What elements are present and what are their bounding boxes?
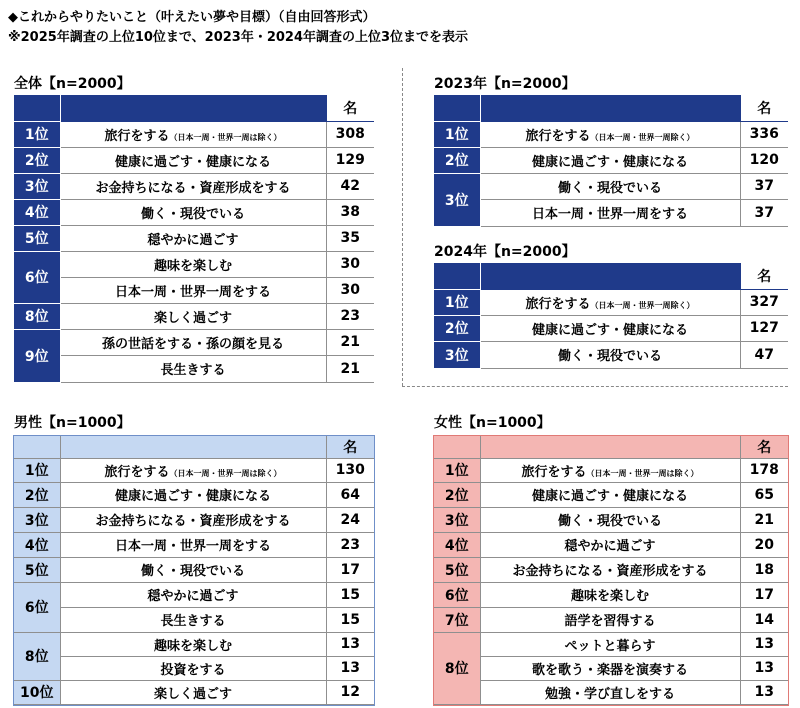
rank-cell: 2位 xyxy=(434,147,480,173)
item-cell: 投資をする xyxy=(60,656,326,680)
value-cell: 14 xyxy=(740,607,788,632)
value-cell: 23 xyxy=(326,532,374,557)
value-cell: 21 xyxy=(740,507,788,532)
item-cell: 働く・現役でいる xyxy=(60,199,326,225)
value-cell: 21 xyxy=(326,355,374,382)
value-cell: 65 xyxy=(740,482,788,507)
rank-cell: 2位 xyxy=(434,315,480,341)
item-cell: 日本一周・世界一周をする xyxy=(60,277,326,303)
value-cell: 129 xyxy=(326,147,374,173)
unit-label: 名 xyxy=(740,95,788,121)
item-cell: お金持ちになる・資産形成をする xyxy=(60,173,326,199)
value-cell: 64 xyxy=(326,482,374,507)
value-cell: 30 xyxy=(326,251,374,277)
rank-cell: 8位 xyxy=(14,303,60,329)
value-cell: 15 xyxy=(326,607,374,632)
value-cell: 308 xyxy=(326,121,374,147)
value-cell: 15 xyxy=(326,582,374,607)
value-cell: 38 xyxy=(326,199,374,225)
rank-cell: 2位 xyxy=(14,147,60,173)
rank-cell: 4位 xyxy=(14,532,60,557)
item-cell: 長生きする xyxy=(60,607,326,632)
unit-label: 名 xyxy=(740,263,788,289)
value-cell: 35 xyxy=(326,225,374,251)
rank-cell: 8位 xyxy=(14,632,60,680)
value-cell: 37 xyxy=(740,173,788,199)
item-cell: お金持ちになる・資産形成をする xyxy=(60,507,326,532)
value-cell: 17 xyxy=(740,582,788,607)
page-subtitle: ※2025年調査の上位10位まで、2023年・2024年調査の上位3位までを表示 xyxy=(8,30,469,45)
section-label-2023: 2023年【n=2000】 xyxy=(434,76,576,92)
item-cell: 健康に過ごす・健康になる xyxy=(60,482,326,507)
divider-horizontal xyxy=(402,386,788,387)
item-cell: 長生きする xyxy=(60,355,326,382)
unit-label: 名 xyxy=(326,95,374,121)
value-cell: 12 xyxy=(326,680,374,704)
rank-cell: 1位 xyxy=(14,121,60,147)
value-cell: 47 xyxy=(740,341,788,368)
value-cell: 20 xyxy=(740,532,788,557)
rank-cell: 1位 xyxy=(434,121,480,147)
item-cell: 楽しく過ごす xyxy=(60,680,326,704)
item-cell: 趣味を楽しむ xyxy=(60,251,326,277)
item-cell: 穏やかに過ごす xyxy=(60,225,326,251)
item-cell: 働く・現役でいる xyxy=(60,557,326,582)
rank-cell: 4位 xyxy=(434,532,480,557)
item-cell: 趣味を楽しむ xyxy=(60,632,326,656)
rank-cell: 7位 xyxy=(434,607,480,632)
rank-cell: 3位 xyxy=(434,507,480,532)
item-cell: 旅行をする（日本一周・世界一周除く） xyxy=(480,121,740,147)
value-cell: 336 xyxy=(740,121,788,147)
item-cell: 旅行をする（日本一周・世界一周は除く） xyxy=(60,121,326,147)
value-cell: 130 xyxy=(326,458,374,482)
table-2024 xyxy=(434,263,788,369)
rank-cell: 6位 xyxy=(14,582,60,632)
value-cell: 13 xyxy=(740,680,788,704)
item-cell: 穏やかに過ごす xyxy=(60,582,326,607)
rank-cell: 2位 xyxy=(434,482,480,507)
value-cell: 37 xyxy=(740,199,788,226)
item-cell: 健康に過ごす・健康になる xyxy=(480,315,740,341)
value-cell: 30 xyxy=(326,277,374,303)
rank-cell: 1位 xyxy=(434,458,480,482)
rank-cell: 3位 xyxy=(434,173,480,226)
value-cell: 24 xyxy=(326,507,374,532)
rank-cell: 6位 xyxy=(434,582,480,607)
value-cell: 13 xyxy=(326,656,374,680)
unit-label: 名 xyxy=(740,436,788,458)
rank-cell: 3位 xyxy=(14,173,60,199)
rank-cell: 3位 xyxy=(434,341,480,368)
table-2023 xyxy=(434,95,788,227)
value-cell: 178 xyxy=(740,458,788,482)
value-cell: 18 xyxy=(740,557,788,582)
divider-vertical xyxy=(402,68,403,386)
item-cell: 趣味を楽しむ xyxy=(480,582,740,607)
item-cell: 日本一周・世界一周をする xyxy=(480,199,740,226)
rank-cell: 5位 xyxy=(14,557,60,582)
value-cell: 13 xyxy=(740,632,788,656)
item-cell: 穏やかに過ごす xyxy=(480,532,740,557)
value-cell: 120 xyxy=(740,147,788,173)
item-cell: 旅行をする（日本一周・世界一周は除く） xyxy=(60,458,326,482)
item-cell: 旅行をする（日本一周・世界一周は除く） xyxy=(480,458,740,482)
rank-cell: 3位 xyxy=(14,507,60,532)
item-cell: 楽しく過ごす xyxy=(60,303,326,329)
rank-cell: 1位 xyxy=(434,289,480,315)
value-cell: 13 xyxy=(740,656,788,680)
item-cell: 働く・現役でいる xyxy=(480,341,740,368)
table-male xyxy=(14,436,374,705)
item-cell: 健康に過ごす・健康になる xyxy=(480,482,740,507)
rank-cell: 2位 xyxy=(14,482,60,507)
section-label-2024: 2024年【n=2000】 xyxy=(434,244,576,260)
value-cell: 327 xyxy=(740,289,788,315)
item-cell: 歌を歌う・楽器を演奏する xyxy=(480,656,740,680)
value-cell: 13 xyxy=(326,632,374,656)
item-cell: 日本一周・世界一周をする xyxy=(60,532,326,557)
table-overall xyxy=(14,95,374,383)
section-label-overall: 全体【n=2000】 xyxy=(14,76,131,92)
unit-label: 名 xyxy=(326,436,374,458)
item-cell: ペットと暮らす xyxy=(480,632,740,656)
item-cell: 勉強・学び直しをする xyxy=(480,680,740,704)
value-cell: 127 xyxy=(740,315,788,341)
section-label-female: 女性【n=1000】 xyxy=(434,415,551,431)
item-cell: 健康に過ごす・健康になる xyxy=(480,147,740,173)
rank-cell: 6位 xyxy=(14,251,60,303)
rank-cell: 5位 xyxy=(14,225,60,251)
section-label-male: 男性【n=1000】 xyxy=(14,415,131,431)
value-cell: 21 xyxy=(326,329,374,355)
value-cell: 42 xyxy=(326,173,374,199)
item-cell: 孫の世話をする・孫の顔を見る xyxy=(60,329,326,355)
page-title: ◆これからやりたいこと（叶えたい夢や目標）（自由回答形式） xyxy=(8,10,376,25)
item-cell: 旅行をする（日本一周・世界一周除く） xyxy=(480,289,740,315)
item-cell: 働く・現役でいる xyxy=(480,507,740,532)
rank-cell: 4位 xyxy=(14,199,60,225)
rank-cell: 8位 xyxy=(434,632,480,704)
item-cell: 働く・現役でいる xyxy=(480,173,740,199)
value-cell: 23 xyxy=(326,303,374,329)
rank-cell: 9位 xyxy=(14,329,60,382)
item-cell: 健康に過ごす・健康になる xyxy=(60,147,326,173)
rank-cell: 1位 xyxy=(14,458,60,482)
rank-cell: 5位 xyxy=(434,557,480,582)
rank-cell: 10位 xyxy=(14,680,60,704)
item-cell: お金持ちになる・資産形成をする xyxy=(480,557,740,582)
item-cell: 語学を習得する xyxy=(480,607,740,632)
table-female xyxy=(434,436,788,705)
value-cell: 17 xyxy=(326,557,374,582)
